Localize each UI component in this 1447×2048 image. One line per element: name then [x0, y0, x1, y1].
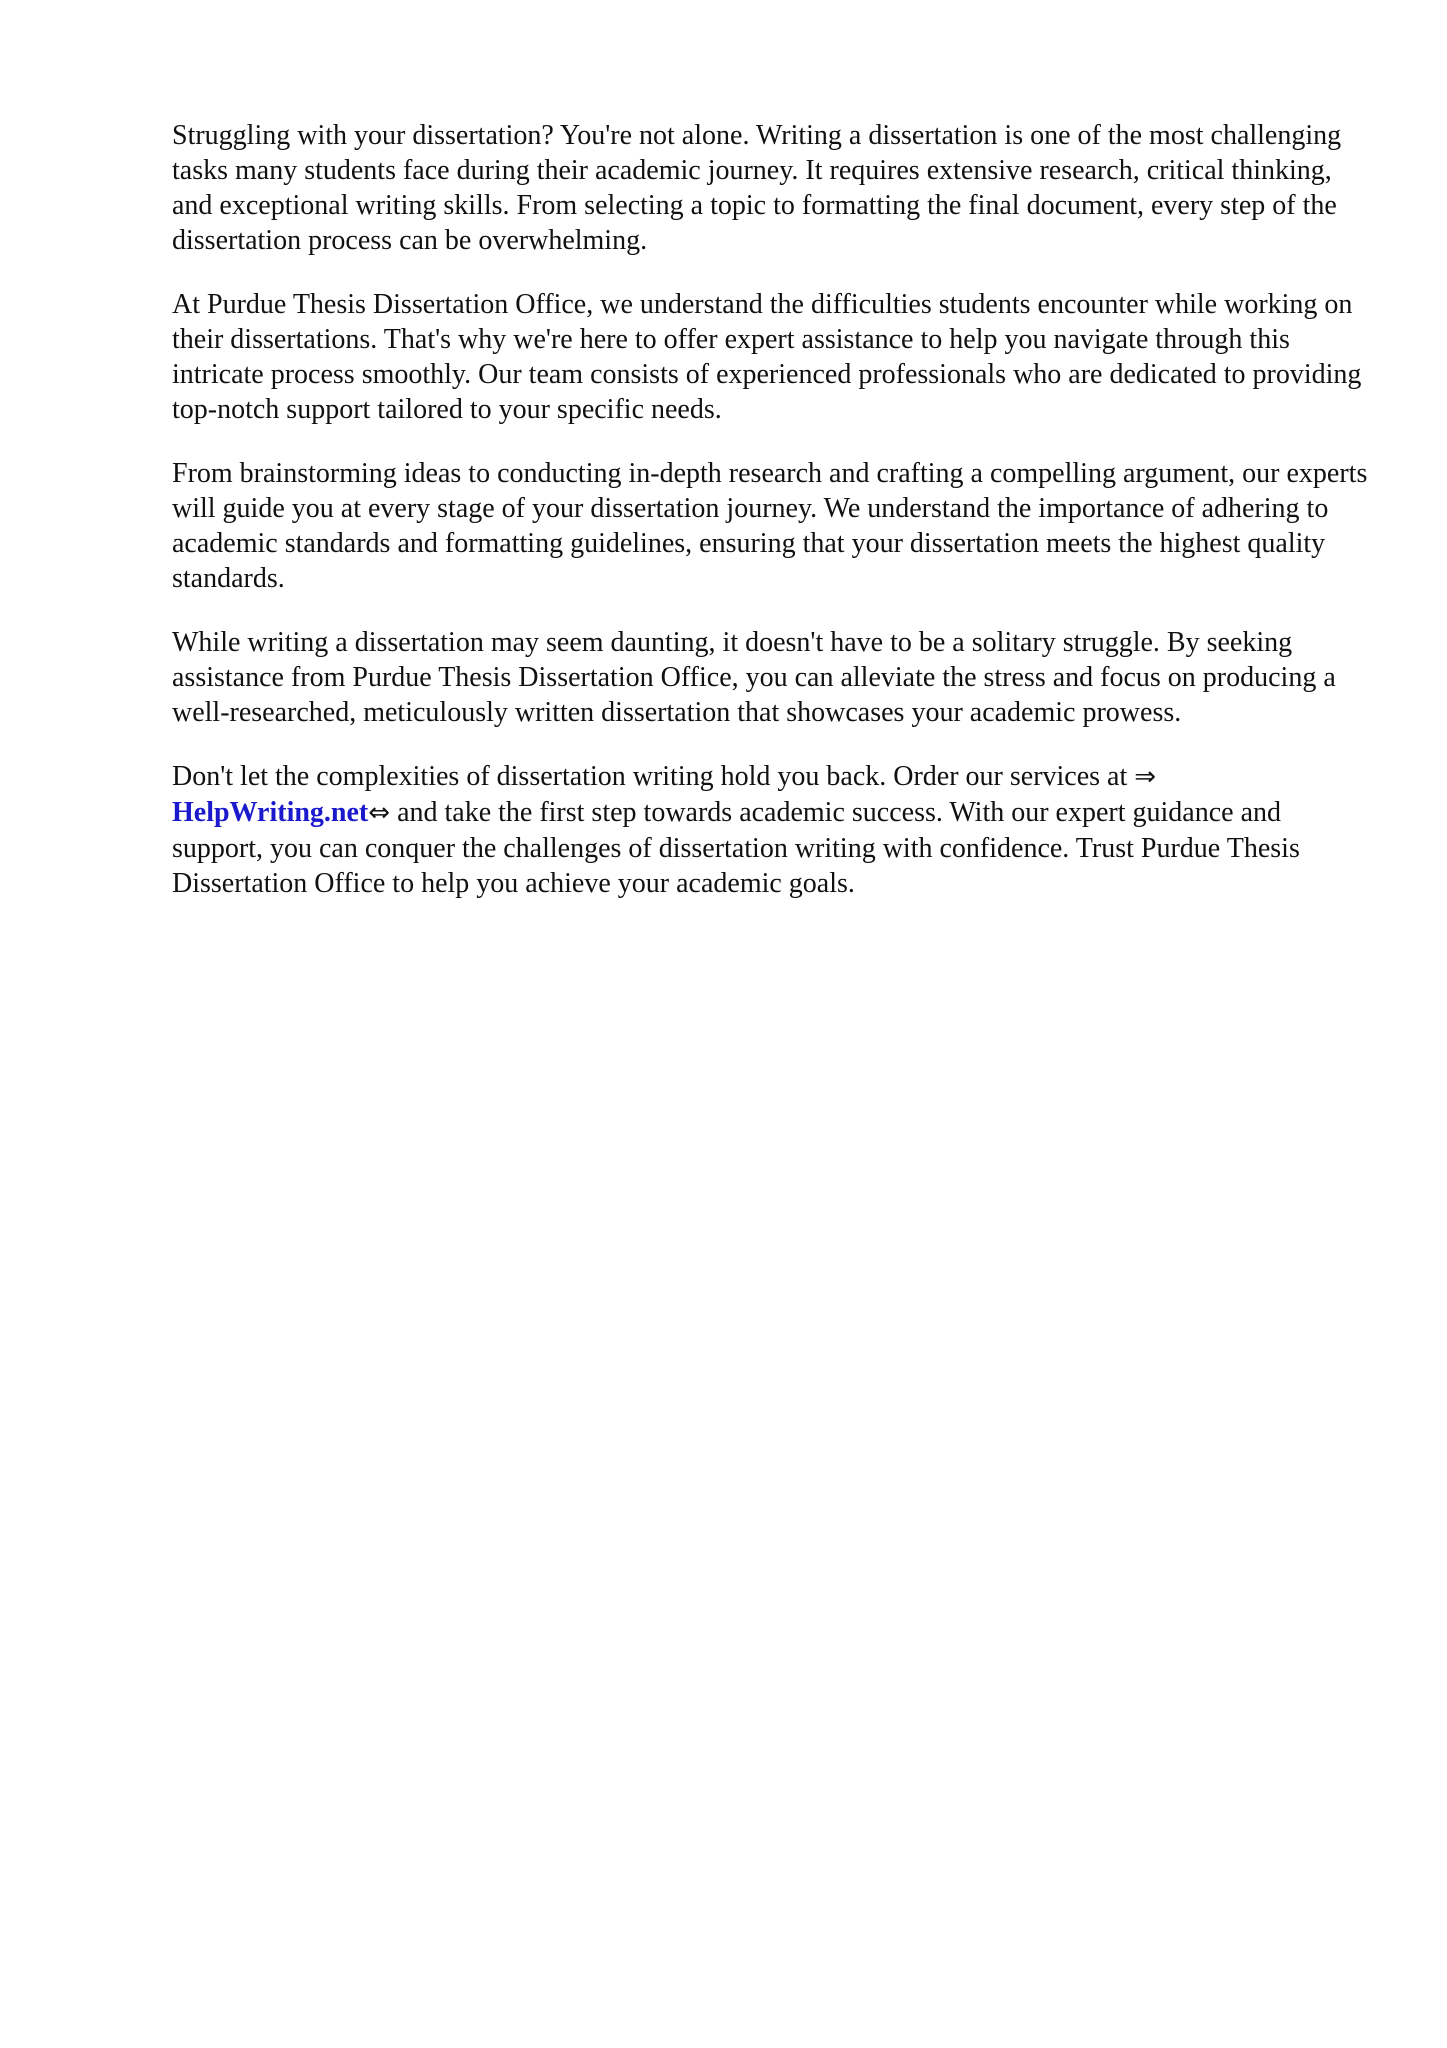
double-arrow-icon: ⇔ [368, 798, 391, 828]
paragraph-office: At Purdue Thesis Dissertation Office, we understand the difficulties students encounter while working on their dissertations. That's why we're here to offer expert assistance to help you navigate through this intricate process smoothly. Our team consists of experienced professionals who are dedicated to providing top-notch support tailored to your specific needs. [172, 289, 1362, 425]
cta-text-after: and take the first step towards academic success. With our expert guidance and support, you can conquer the challenges of dissertation writing with confidence. Trust Purdue Thesis Dissertation Office to help you achieve your academic goals. [172, 797, 1300, 899]
paragraph-assistance: While writing a dissertation may seem daunting, it doesn't have to be a solitary struggle. By seeking assistance from Purdue Thesis Dissertation Office, you can alleviate the stress and focus on producing a well-researched, meticulously written dissertation that showcases your academic prowess. [172, 627, 1336, 728]
document-body [172, 118, 1372, 930]
helpwriting-link[interactable]: HelpWriting.net [172, 797, 369, 828]
paragraph-call-to-action [172, 759, 1372, 901]
paragraph-intro: Struggling with your dissertation? You're not alone. Writing a dissertation is one of the most challenging tasks many students face during their academic journey. It requires extensive research, critical thinking, and exceptional writing skills. From selecting a topic to formatting the final document, every step of the dissertation process can be overwhelming. [172, 120, 1342, 256]
cta-text-before: Don't let the complexities of dissertation writing hold you back. Order our services at [172, 761, 1128, 792]
arrow-right-icon: ⇒ [1134, 762, 1157, 792]
paragraph-experts: From brainstorming ideas to conducting in-depth research and crafting a compelling argument, our experts will guide you at every stage of your dissertation journey. We understand the importance of adhering to academic standards and formatting guidelines, ensuring that your dissertation meets the highest quality standards. [172, 458, 1368, 594]
